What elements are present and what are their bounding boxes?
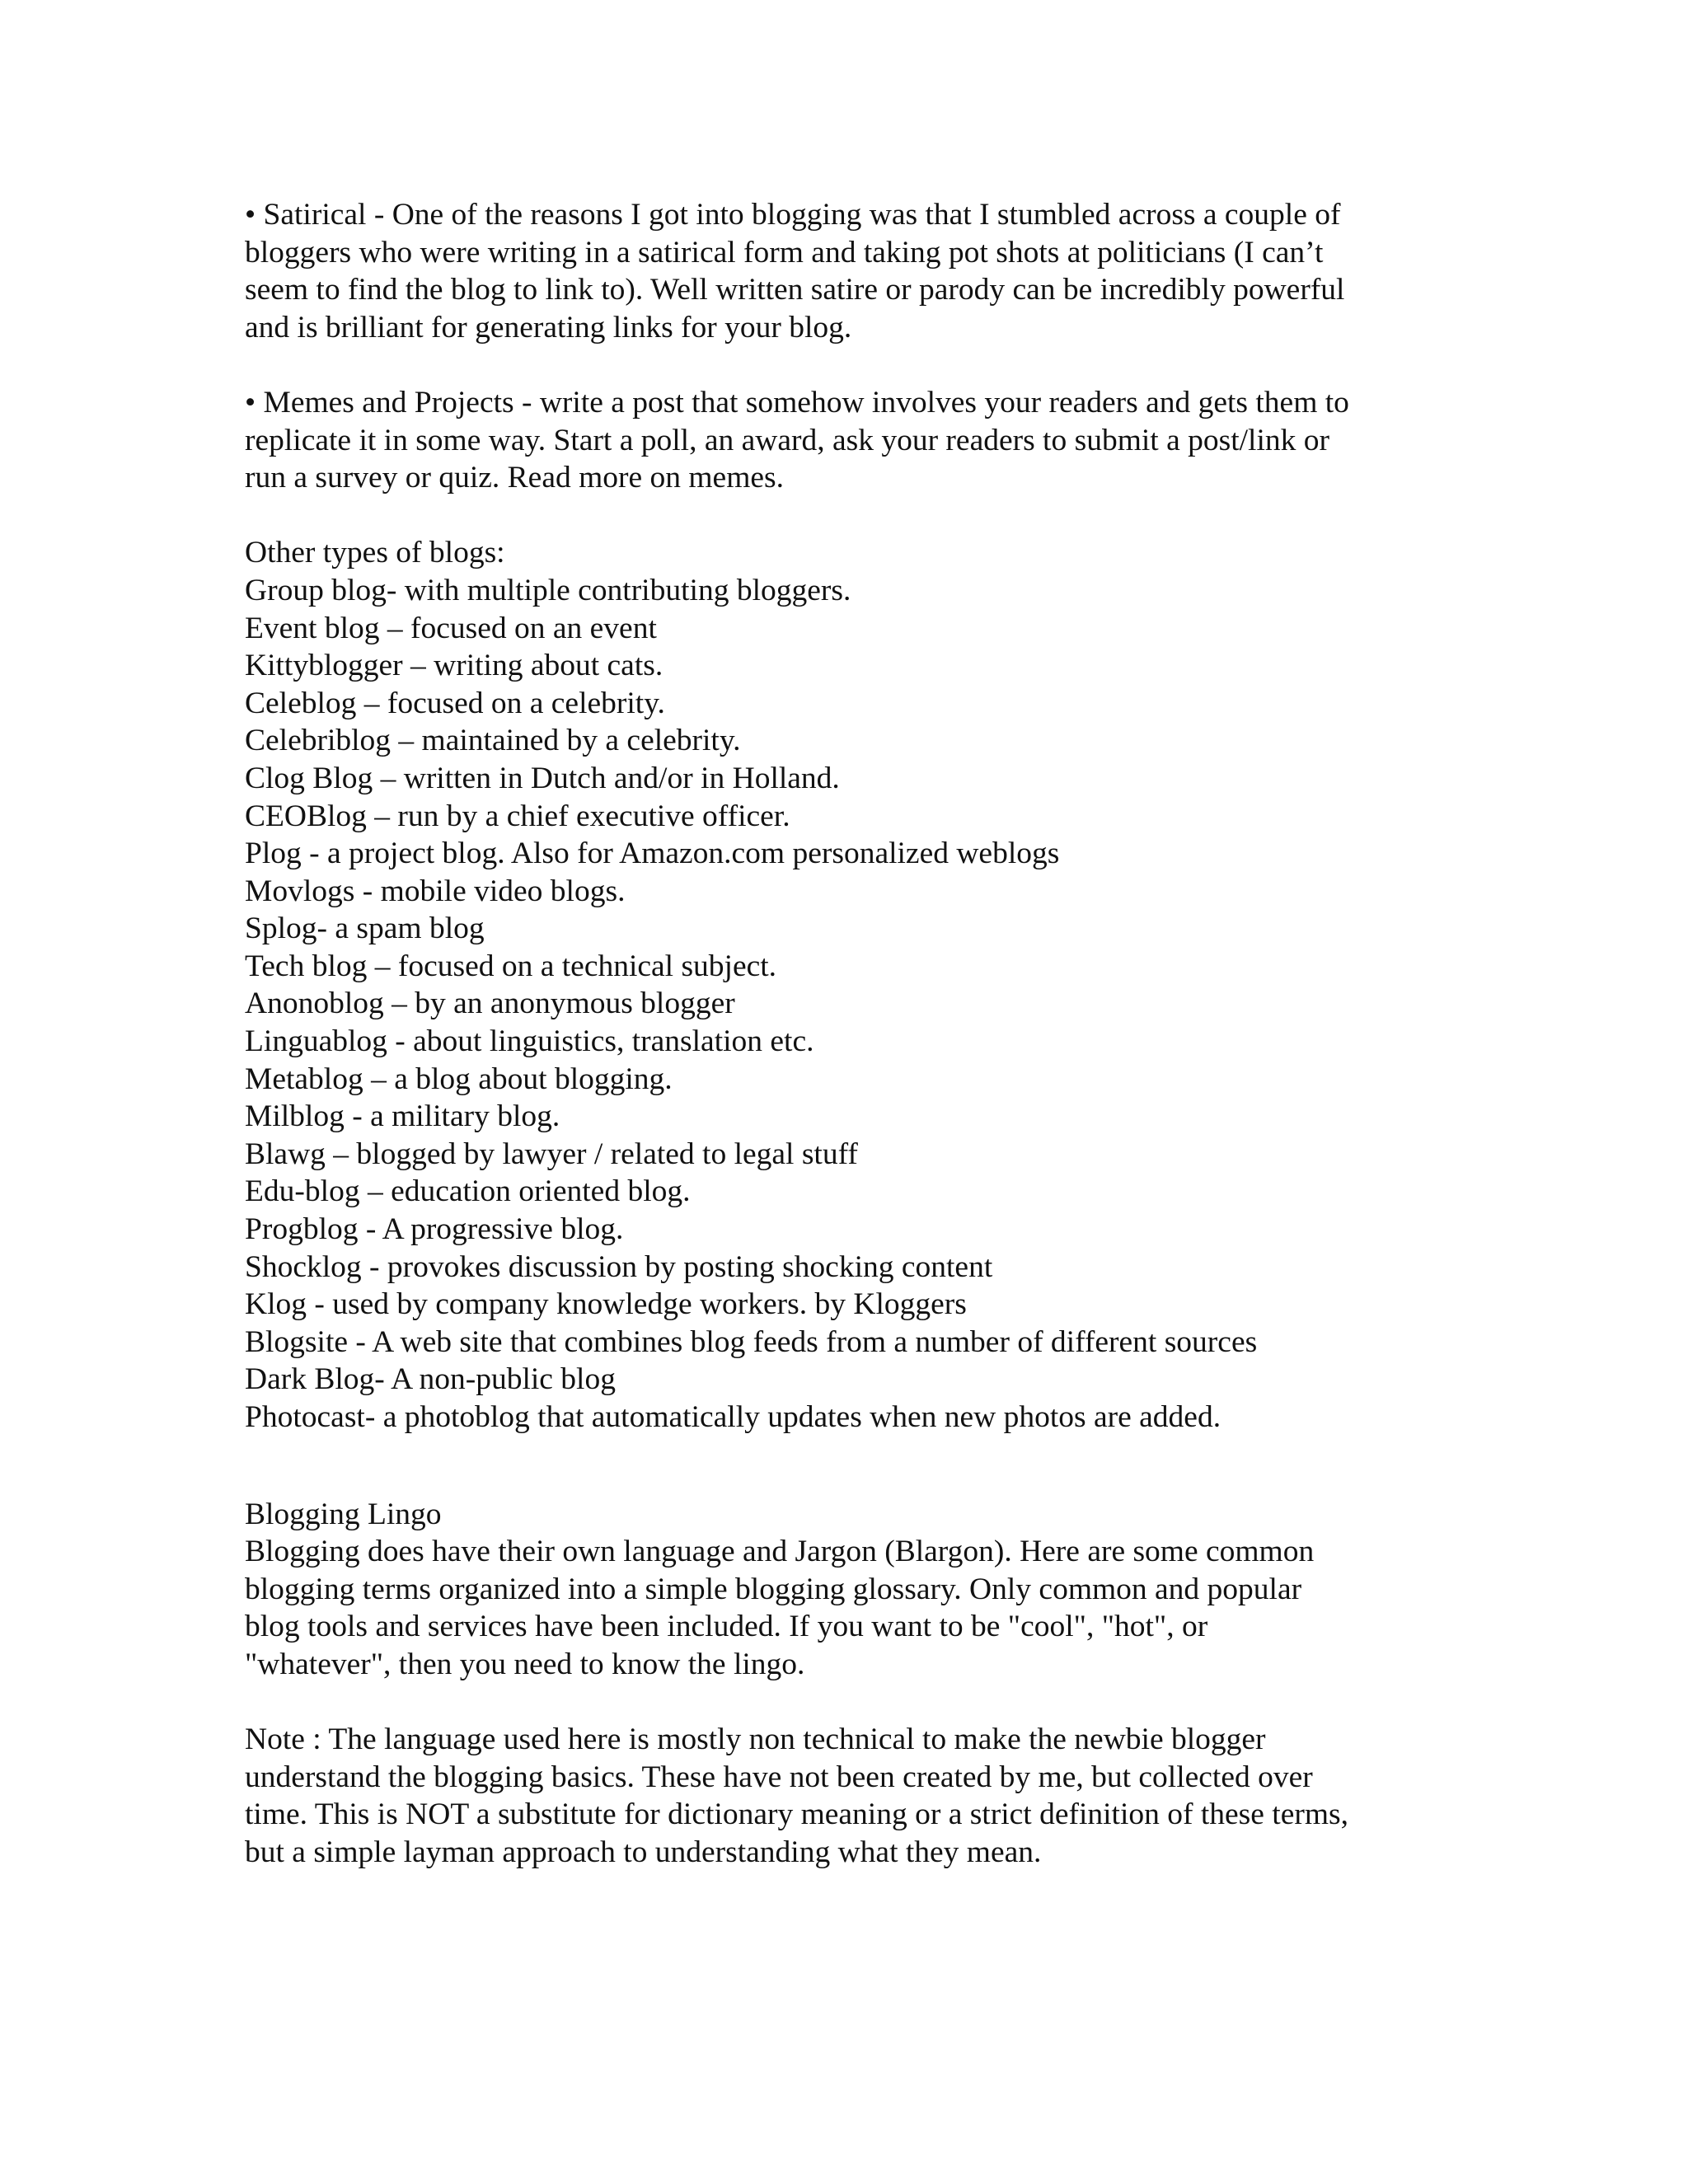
text-line: time. This is NOT a substitute for dictionary meaning or a strict definition of these terms, — [245, 1797, 1348, 1832]
blog-type-item: Group blog- with multiple contributing bloggers. — [245, 573, 851, 607]
text-line: blog tools and services have been included. If you want to be "cool", "hot", or — [245, 1610, 1208, 1644]
blog-type-item: Tech blog – focused on a technical subject. — [245, 949, 777, 983]
paragraph-spacer — [245, 346, 1456, 384]
text-line: Note : The language used here is mostly non technical to make the newbie blogger — [245, 1722, 1266, 1757]
text-line: replicate it in some way. Start a poll, an award, ask your readers to submit a post/link or — [245, 423, 1329, 457]
text-line: but a simple layman approach to understanding what they mean. — [245, 1835, 1042, 1869]
note-paragraph — [245, 1721, 1456, 1871]
text-line: • Memes and Projects - write a post that somehow involves your readers and gets them to — [245, 385, 1349, 419]
text-line: Blogging does have their own language and Jargon (Blargon). Here are some common — [245, 1535, 1315, 1569]
text-line: blogging terms organized into a simple blogging glossary. Only common and popular — [245, 1572, 1302, 1606]
section-heading: Blogging Lingo — [245, 1497, 442, 1531]
blog-types-list — [245, 572, 1456, 1436]
paragraph-spacer — [245, 1684, 1456, 1722]
blog-type-item: Milblog - a military blog. — [245, 1099, 560, 1134]
blogging-lingo-section — [245, 1496, 1456, 1684]
text-line: seem to find the blog to link to). Well written satire or parody can be incredibly powerful — [245, 273, 1345, 307]
blog-type-item: Linguablog - about linguistics, translation etc. — [245, 1024, 814, 1059]
document-body — [245, 196, 1456, 1872]
blog-type-item: Shocklog - provokes discussion by posting shocking content — [245, 1249, 993, 1284]
blog-type-item: Clog Blog – written in Dutch and/or in Holland. — [245, 761, 840, 795]
text-line: "whatever", then you need to know the lingo. — [245, 1647, 805, 1681]
text-line: run a survey or quiz. Read more on memes. — [245, 461, 784, 495]
blog-type-item: Kittyblogger – writing about cats. — [245, 649, 663, 683]
blog-type-item: Anonoblog – by an anonymous blogger — [245, 987, 735, 1021]
blog-type-item: Event blog – focused on an event — [245, 611, 657, 645]
section-spacer — [245, 1436, 1456, 1496]
blog-type-item: Progblog - A progressive blog. — [245, 1212, 624, 1247]
blog-type-item: Metablog – a blog about blogging. — [245, 1062, 673, 1096]
blog-type-item: Celeblog – focused on a celebrity. — [245, 686, 665, 720]
text-line: • Satirical - One of the reasons I got into blogging was that I stumbled across a couple of — [245, 198, 1341, 232]
blog-type-item: Klog - used by company knowledge workers. by Kloggers — [245, 1287, 967, 1322]
blog-type-item: Dark Blog- A non-public blog — [245, 1362, 616, 1397]
paragraph-spacer — [245, 497, 1456, 535]
blog-type-item: Photocast- a photoblog that automatically updates when new photos are added. — [245, 1400, 1221, 1434]
blog-type-item: CEOBlog – run by a chief executive officer. — [245, 799, 790, 833]
text-line: understand the blogging basics. These have not been created by me, but collected over — [245, 1760, 1313, 1794]
blog-type-item: Movlogs - mobile video blogs. — [245, 874, 626, 908]
blog-type-item: Plog - a project blog. Also for Amazon.com personalized weblogs — [245, 837, 1060, 871]
bullet-memes — [245, 384, 1456, 497]
blog-type-item: Blogsite - A web site that combines blog feeds from a number of different sources — [245, 1324, 1258, 1359]
blog-type-item: Blawg – blogged by lawyer / related to legal stuff — [245, 1137, 858, 1171]
blog-type-item: Splog- a spam blog — [245, 912, 485, 946]
text-line: and is brilliant for generating links for your blog. — [245, 310, 852, 344]
text-line: bloggers who were writing in a satirical form and taking pot shots at politicians (I can’t — [245, 235, 1324, 269]
blog-type-item: Edu-blog – education oriented blog. — [245, 1174, 691, 1209]
section-heading: Other types of blogs: — [245, 536, 505, 570]
bullet-satirical — [245, 196, 1456, 346]
blog-type-item: Celebriblog – maintained by a celebrity. — [245, 724, 741, 758]
other-blog-types-section — [245, 534, 1456, 1436]
